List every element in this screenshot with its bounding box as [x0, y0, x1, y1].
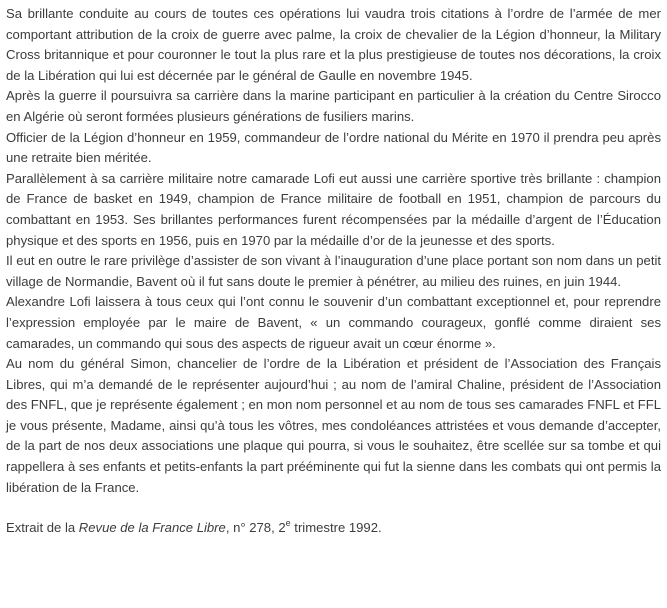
article-body	[6, 4, 661, 539]
journal-title: Revue de la France Libre	[78, 520, 226, 536]
paragraph: Officier de la Légion d’honneur en 1959, commandeur de l’ordre national du Mérite en 1970 il prendra peu après une retraite bien méritée.	[6, 129, 661, 166]
source-prefix: Extrait de la	[6, 520, 79, 536]
paragraph: Parallèlement à sa carrière militaire notre camarade Lofi eut aussi une carrière sportive très brillante : champion de France de basket en 1949, champion de France militaire de football en 1951, champion de parcours du combattant en 1953. Ses brillantes performances furent récompensées par la médaille d’argent de l’Éducation physique et des sports en 1956, puis en 1970 par la médaille d’or de la jeunesse et des sports.	[6, 170, 661, 248]
source-number: , n° 278, 2	[225, 520, 286, 536]
source-citation	[6, 518, 661, 539]
paragraph: Alexandre Lofi laissera à tous ceux qui l’ont connu le souvenir d’un combattant exceptionnel et, pour reprendre l’expression employée par le maire de Bavent, « un commando courageux, gonflé comme diraient ses camarades, un commando qui sous des aspects de rigueur avait un cœur énorme ».	[6, 294, 661, 351]
paragraph: Au nom du général Simon, chancelier de l’ordre de la Libération et président de l’Association des Français Libres, qui m’a demandé de le représenter aujourd’hui ; au nom de l’amiral Chaline, président de l’Association des FNFL, que je représente également ; en mon nom personnel et au nom de tous ses camarades FNFL et FFL je vous présente, Madame, ainsi qu’à tous les vôtres, mes condoléances attristées et vous demande d’accepter, de la part de nos deux associations une plaque qui pourra, si vous le souhaitez, être scellée sur sa tombe et qui rappellera à ses enfants et petits-enfants la part prééminente qui fut la sienne dans les combats qui ont permis la libération de la France.	[6, 356, 661, 495]
ordinal-suffix: e	[285, 517, 291, 528]
paragraph: Après la guerre il poursuivra sa carrière dans la marine participant en particulier à la création du Centre Sirocco en Algérie où seront formées plusieurs générations de fusiliers marins.	[6, 88, 661, 124]
paragraph: Il eut en outre le rare privilège d’assister de son vivant à l’inauguration d’une place portant son nom dans un petit village de Normandie, Bavent où il fut sans doute le premier à pénétrer, au milieu des ruines, en juin 1944.	[6, 253, 661, 289]
source-suffix: trimestre 1992.	[290, 520, 382, 536]
paragraph: Sa brillante conduite au cours de toutes ces opérations lui vaudra trois citations à l’ordre de l’armée de mer comportant attribution de la croix de guerre avec palme, la croix de chevalier de la Légion d’honneur, la Military Cross britannique et pour couronner le tout la plus rare et la plus prestigieuse de toutes nos décorations, la croix de la Libération qui lui est décernée par le général de Gaulle en novembre 1945.	[6, 6, 661, 83]
